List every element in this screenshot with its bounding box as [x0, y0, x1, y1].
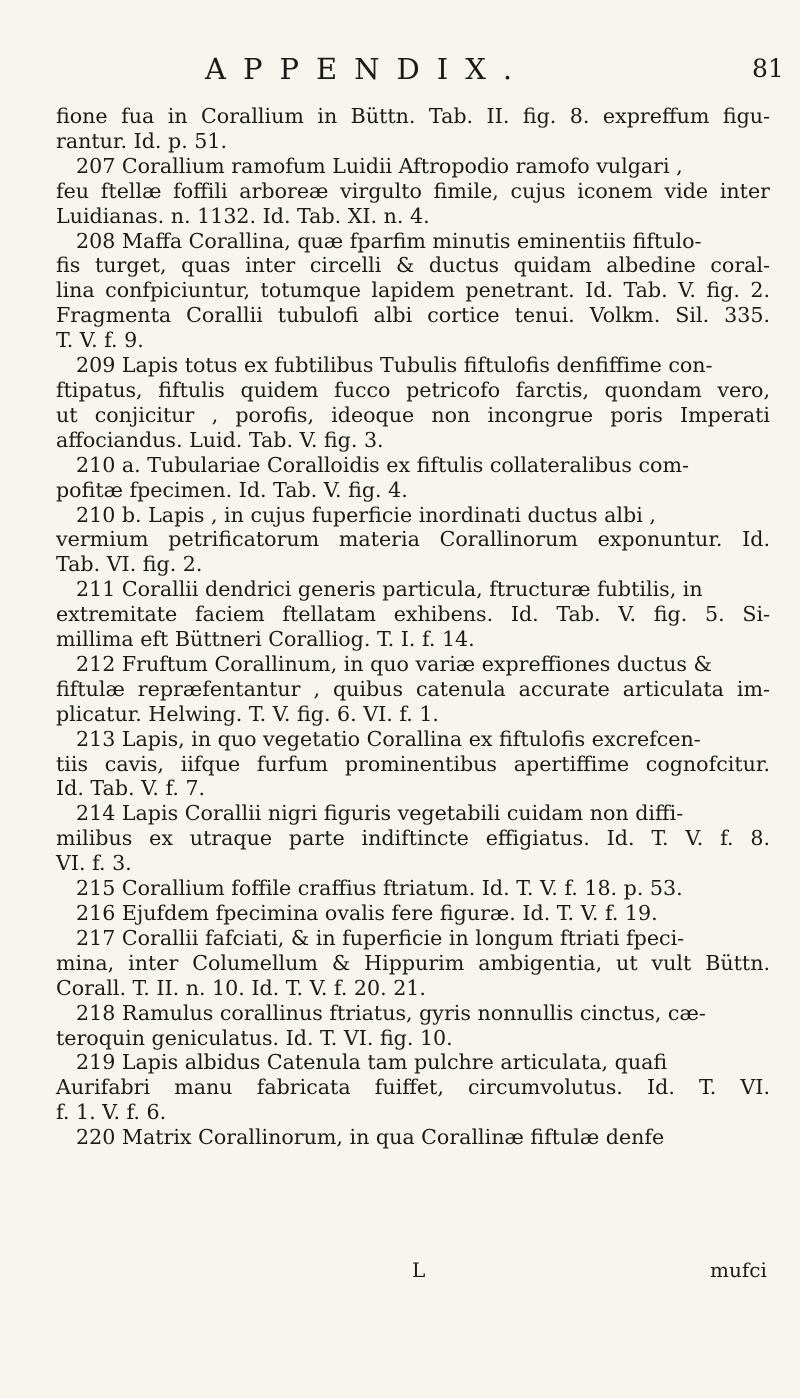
entry-paragraph: [56, 577, 770, 652]
text-line: mina, inter Columellum & Hippurim ambigentia, ut vult Büttn.: [56, 950, 770, 975]
entry-paragraph: [56, 1050, 770, 1125]
entry-paragraph: [56, 876, 770, 901]
text-line: Aurifabri manu fabricata fuiffet, circumvolutus. Id. T. VI.: [56, 1075, 770, 1100]
entry-paragraph: [56, 926, 770, 1001]
text-line: 207 Corallium ramofum Luidii Aftropodio ramofo vulgari ,: [76, 153, 683, 178]
text-line: Tab. VI. fig. 2.: [56, 552, 203, 577]
text-line: ut conjicitur , porofis, ideoque non incongrue poris Imperati: [56, 402, 770, 427]
running-header: [0, 52, 800, 102]
text-line: 210 b. Lapis , in cujus fuperficie inordinati ductus albi ,: [76, 502, 656, 527]
text-line: Fragmenta Corallii tubulofi albi cortice tenui. Volkm. Sil. 335.: [56, 303, 770, 328]
entry-paragraph: [56, 801, 770, 876]
page-footer: [0, 1258, 800, 1288]
text-line: 209 Lapis totus ex fubtilibus Tubulis fiftulofis denfiffime con-: [76, 353, 713, 378]
text-line: vermium petrificatorum materia Corallinorum exponuntur. Id.: [56, 527, 770, 552]
text-line: fiftulæ repræfentantur , quibus catenula accurate articulata im-: [56, 676, 770, 701]
text-line: 214 Lapis Corallii nigri figuris vegetabili cuidam non diffi-: [76, 801, 684, 826]
text-line: lina confpiciuntur, totumque lapidem penetrant. Id. Tab. V. fig. 2.: [56, 278, 770, 303]
text-line: fione fua in Corallium in Büttn. Tab. II. fig. 8. expreffum figu-: [56, 104, 770, 128]
text-line: Luidianas. n. 1132. Id. Tab. XI. n. 4.: [56, 203, 430, 228]
text-line: milibus ex utraque parte indiftincte effigiatus. Id. T. V. f. 8.: [56, 826, 770, 851]
text-line: affociandus. Luid. Tab. V. fig. 3.: [56, 427, 384, 452]
text-line: T. V. f. 9.: [56, 328, 144, 353]
text-line: 212 Fruftum Corallinum, in quo variæ expreffiones ductus &: [76, 651, 712, 676]
text-line: rantur. Id. p. 51.: [56, 128, 228, 153]
entry-paragraph: [56, 727, 770, 802]
text-line: 218 Ramulus corallinus ftriatus, gyris nonnullis cinctus, cæ-: [76, 1000, 706, 1025]
text-line: extremitate faciem ftellatam exhibens. Id. Tab. V. fig. 5. Si-: [56, 602, 770, 627]
text-line: pofitæ fpecimen. Id. Tab. V. fig. 4.: [56, 477, 408, 502]
catchword: mufci: [710, 1258, 767, 1282]
entry-paragraph: [56, 104, 770, 154]
text-line: f. 1. V. f. 6.: [56, 1100, 167, 1125]
entry-paragraph: [56, 353, 770, 453]
text-line: VI. f. 3.: [56, 851, 132, 876]
text-line: Id. Tab. V. f. 7.: [56, 776, 206, 801]
running-title: APPENDIX.: [205, 52, 530, 86]
text-line: 215 Corallium foffile craffius ftriatum. Id. T. V. f. 18. p. 53.: [76, 876, 683, 901]
text-line: 220 Matrix Corallinorum, in qua Corallinæ fiftulæ denfe: [76, 1125, 665, 1150]
text-line: tiis cavis, iifque furfum prominentibus apertiffime cognofcitur.: [56, 751, 770, 776]
text-line: 213 Lapis, in quo vegetatio Corallina ex fiftulofis excrefcen-: [76, 726, 701, 751]
text-line: feu ftellæ foffili arboreæ virgulto fimile, cujus iconem vide inter: [56, 178, 770, 203]
entry-paragraph: [56, 1125, 770, 1150]
entry-paragraph: [56, 1001, 770, 1051]
entry-paragraph: [56, 652, 770, 727]
text-line: millima eft Büttneri Coralliog. T. I. f. 14.: [56, 627, 475, 652]
text-line: 217 Corallii fafciati, & in fuperficie in longum ftriati fpeci-: [76, 925, 685, 950]
entry-paragraph: [56, 453, 770, 503]
text-line: 219 Lapis albidus Catenula tam pulchre articulata, quafi: [76, 1050, 668, 1075]
text-line: 211 Corallii dendrici generis particula, ftructuræ fubtilis, in: [76, 577, 703, 602]
entry-paragraph: [56, 901, 770, 926]
text-line: 210 a. Tubulariae Coralloidis ex fiftulis collateralibus com-: [76, 452, 689, 477]
text-line: 216 Ejufdem fpecimina ovalis fere figuræ. Id. T. V. f. 19.: [76, 901, 658, 925]
text-line: 208 Maffa Corallina, quæ fparfim minutis eminentiis fiftulo-: [76, 228, 702, 253]
text-line: teroquin geniculatus. Id. T. VI. fig. 10.: [56, 1025, 453, 1050]
signature-mark: L: [412, 1258, 426, 1282]
entry-paragraph: [56, 229, 770, 354]
text-line: fis turget, quas inter circelli & ductus quidam albedine coral-: [56, 253, 770, 278]
entry-paragraph: [56, 154, 770, 229]
page-number: 81: [752, 54, 784, 83]
text-line: ftipatus, fiftulis quidem fucco petricofo farctis, quondam vero,: [56, 377, 770, 402]
text-line: Corall. T. II. n. 10. Id. T. V. f. 20. 21.: [56, 975, 426, 1000]
body-text: [56, 104, 770, 1150]
text-line: plicatur. Helwing. T. V. fig. 6. VI. f. 1.: [56, 701, 439, 726]
entry-paragraph: [56, 503, 770, 578]
